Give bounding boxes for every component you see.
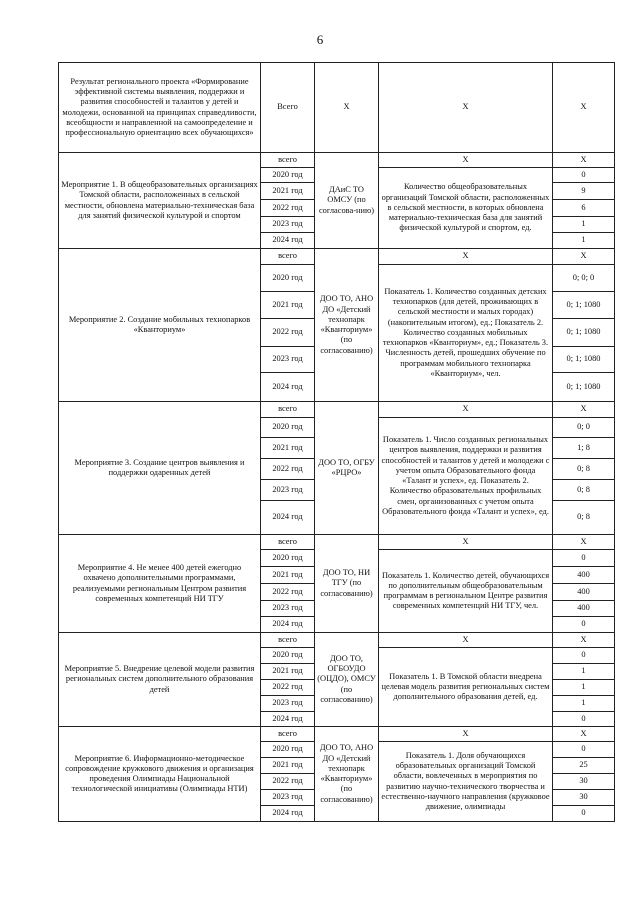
- value-cell: 0: [553, 806, 615, 822]
- executor-cell: ДОО ТО, АНО ДО «Детский технопарк «Кванториум» (по согласованию): [315, 249, 379, 402]
- value-cell: 1: [553, 233, 615, 249]
- year-cell: 2023 год: [261, 217, 315, 233]
- indicator-total-cell: Х: [379, 535, 553, 550]
- measure-name: Мероприятие 2. Создание мобильных технопарков «Кванториум»: [59, 249, 261, 402]
- executor-cell: ДАиС ТО ОМСУ (по согласова-нию): [315, 153, 379, 249]
- value-cell: 1: [553, 217, 615, 233]
- value-cell: 0: [553, 648, 615, 664]
- executor-cell: ДОО ТО, ОГБОУДО (ОЦДО), ОМСУ (по согласованию): [315, 633, 379, 727]
- value-cell: 400: [553, 584, 615, 601]
- year-cell: 2021 год: [261, 438, 315, 459]
- indicator-cell: Показатель 1. Число созданных региональных центров выявления, поддержки и развития способностей и талантов у детей и молодежи с учетом опыта Образовательного фонда «Талант и успех», ед. Показатель 2. Количество образовательных профильных смен, организованных с учетом опыта Образовательного фонда «Талант и успех», ед.: [379, 418, 553, 535]
- year-cell: 2021 год: [261, 758, 315, 774]
- value-cell: 0: [553, 550, 615, 567]
- year-cell: 2023 год: [261, 696, 315, 712]
- year-cell: 2022 год: [261, 319, 315, 347]
- value-cell: Х: [553, 402, 615, 418]
- value-cell: 0; 1; 1080: [553, 347, 615, 373]
- year-cell: всего: [261, 249, 315, 265]
- indicator-total-cell: Х: [379, 249, 553, 265]
- value-cell: 0: [553, 617, 615, 633]
- year-cell: всего: [261, 153, 315, 168]
- year-cell: 2020 год: [261, 648, 315, 664]
- year-cell: 2020 год: [261, 265, 315, 292]
- year-cell: 2023 год: [261, 347, 315, 373]
- year-cell: 2021 год: [261, 183, 315, 200]
- year-cell: 2024 год: [261, 806, 315, 822]
- measure-name: Мероприятие 1. В общеобразовательных организациях Томской области, расположенных в сельской местности, обновлена материально-техническая база для занятий физической культурой и спортом: [59, 153, 261, 249]
- measure-row: [59, 633, 615, 648]
- measure-row: [59, 535, 615, 550]
- value-cell: 30: [553, 774, 615, 790]
- measure-name: Мероприятие 3. Создание центров выявления и поддержки одаренных детей: [59, 402, 261, 535]
- value-cell: 400: [553, 567, 615, 584]
- year-cell: 2022 год: [261, 774, 315, 790]
- value-cell: 9: [553, 183, 615, 200]
- year-cell: 2020 год: [261, 168, 315, 183]
- year-cell: всего: [261, 727, 315, 742]
- year-cell: 2021 год: [261, 567, 315, 584]
- year-cell: 2023 год: [261, 480, 315, 501]
- result-name: Результат регионального проекта «Формирование эффективной системы выявления, поддержки и развития способностей и талантов у детей и молодежи, основанной на принципах справедливости, всеобщности и направленной на самоопределение и профессиональную ориентацию всех обучающихся»: [59, 63, 261, 153]
- result-indicator: Х: [379, 63, 553, 153]
- measures-table: [58, 62, 615, 822]
- measure-name: Мероприятие 4. Не менее 400 детей ежегодно охвачено дополнительными программами, реализуемыми региональным Центром развития современных компетенций НИ ТГУ: [59, 535, 261, 633]
- indicator-total-cell: Х: [379, 633, 553, 648]
- indicator-total-cell: Х: [379, 727, 553, 742]
- year-cell: всего: [261, 633, 315, 648]
- result-value: Х: [553, 63, 615, 153]
- year-cell: 2024 год: [261, 501, 315, 535]
- value-cell: Х: [553, 153, 615, 168]
- indicator-cell: Показатель 1. Количество созданных детских технопарков (для детей, проживающих в сельской местности и малых городах) (накопительным итогом), ед.; Показатель 2. Количество созданных мобильных технопарков «Кванториум», ед.; Показатель 3. Численность детей, прошедших обучение по программам мобильного технопарка «Кванториум», чел.: [379, 265, 553, 402]
- value-cell: 1: [553, 680, 615, 696]
- year-cell: 2024 год: [261, 712, 315, 727]
- value-cell: 0; 8: [553, 459, 615, 480]
- year-cell: 2024 год: [261, 373, 315, 402]
- indicator-cell: Количество общеобразовательных организаций Томской области, расположенных в сельской местности, в которых обновлена материально-техническая база для занятий физической культурой и спортом, ед.: [379, 168, 553, 249]
- value-cell: 0; 1; 1080: [553, 373, 615, 402]
- year-cell: 2020 год: [261, 418, 315, 438]
- result-year: Всего: [261, 63, 315, 153]
- value-cell: 0: [553, 712, 615, 727]
- indicator-total-cell: Х: [379, 153, 553, 168]
- year-cell: 2021 год: [261, 292, 315, 319]
- year-cell: 2020 год: [261, 550, 315, 567]
- indicator-cell: Показатель 1. В Томской области внедрена целевая модель развития региональных систем дополнительного образования детей, ед.: [379, 648, 553, 727]
- year-cell: 2022 год: [261, 459, 315, 480]
- measure-row: [59, 153, 615, 168]
- value-cell: 0; 1; 1080: [553, 319, 615, 347]
- executor-cell: ДОО ТО, ОГБУ «РЦРО»: [315, 402, 379, 535]
- year-cell: всего: [261, 535, 315, 550]
- value-cell: 1: [553, 696, 615, 712]
- year-cell: 2022 год: [261, 200, 315, 217]
- measure-name: Мероприятие 5. Внедрение целевой модели развития региональных систем дополнительного образования детей: [59, 633, 261, 727]
- value-cell: 0; 1; 1080: [553, 292, 615, 319]
- year-cell: 2023 год: [261, 790, 315, 806]
- year-cell: всего: [261, 402, 315, 418]
- year-cell: 2021 год: [261, 664, 315, 680]
- measure-row: [59, 727, 615, 742]
- value-cell: 1: [553, 664, 615, 680]
- value-cell: 1; 8: [553, 438, 615, 459]
- result-executor: Х: [315, 63, 379, 153]
- measure-name: Мероприятие 6. Информационно-методическое сопровождение кружкового движения и организация проведения Олимпиады Национальной технологической инициативы (Олимпиады НТИ): [59, 727, 261, 822]
- value-cell: Х: [553, 249, 615, 265]
- value-cell: Х: [553, 535, 615, 550]
- year-cell: 2022 год: [261, 680, 315, 696]
- executor-cell: ДОО ТО, АНО ДО «Детский технопарк «Кванториум» (по согласованию): [315, 727, 379, 822]
- value-cell: Х: [553, 633, 615, 648]
- value-cell: 30: [553, 790, 615, 806]
- value-cell: 6: [553, 200, 615, 217]
- value-cell: 25: [553, 758, 615, 774]
- executor-cell: ДОО ТО, НИ ТГУ (по согласованию): [315, 535, 379, 633]
- value-cell: 0; 0: [553, 418, 615, 438]
- indicator-cell: Показатель 1. Количество детей, обучающихся по дополнительным общеобразовательным программам в региональном Центре развития современных компетенций НИ ТГУ, чел.: [379, 550, 553, 633]
- year-cell: 2022 год: [261, 584, 315, 601]
- value-cell: 0; 0; 0: [553, 265, 615, 292]
- value-cell: 0: [553, 742, 615, 758]
- measure-row: [59, 249, 615, 265]
- value-cell: 400: [553, 601, 615, 617]
- measure-row: [59, 402, 615, 418]
- indicator-total-cell: Х: [379, 402, 553, 418]
- year-cell: 2020 год: [261, 742, 315, 758]
- value-cell: 0; 8: [553, 480, 615, 501]
- indicator-cell: Показатель 1. Доля обучающихся образовательных организаций Томской области, вовлеченных в мероприятия по развитию научно-технического творчества и естественно-научного направления (кружковое движение, олимпиады: [379, 742, 553, 822]
- value-cell: Х: [553, 727, 615, 742]
- value-cell: 0: [553, 168, 615, 183]
- value-cell: 0; 8: [553, 501, 615, 535]
- page-number: 6: [316, 32, 324, 47]
- result-row: [59, 63, 615, 153]
- year-cell: 2024 год: [261, 233, 315, 249]
- year-cell: 2024 год: [261, 617, 315, 633]
- year-cell: 2023 год: [261, 601, 315, 617]
